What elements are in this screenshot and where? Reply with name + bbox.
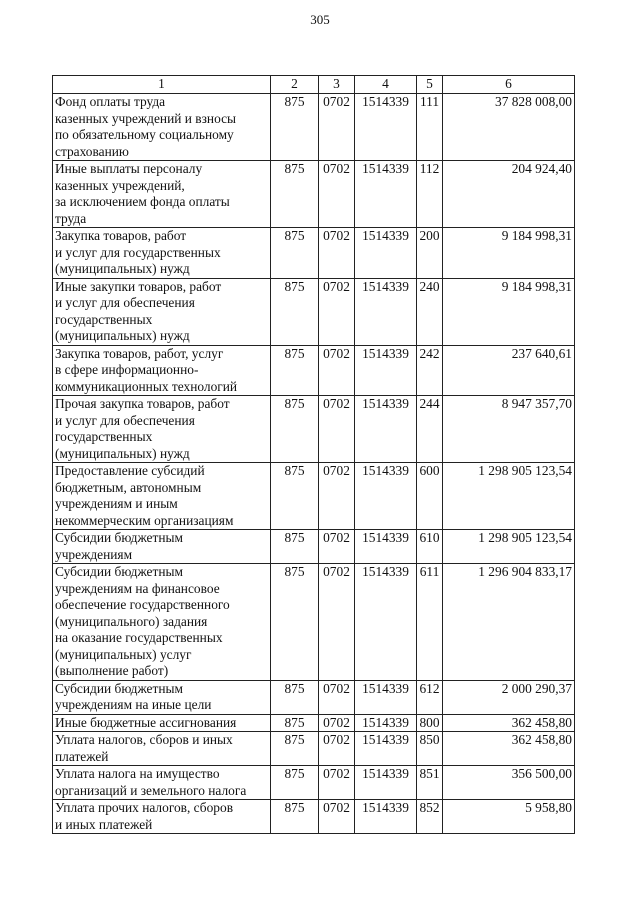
expense-name-line: (муниципальных) услуг [55, 646, 192, 662]
expense-name-line: Предоставление субсидий [55, 463, 205, 478]
expense-name-line: некоммерческим организациям [55, 512, 234, 528]
amount: 1 296 904 833,17 [443, 564, 575, 681]
expense-name-line: в сфере информационно- [55, 362, 199, 377]
expense-name-line: Иные закупки товаров, работ [55, 278, 222, 294]
amount: 37 828 008,00 [443, 94, 575, 161]
grbs-code: 875 [271, 732, 319, 766]
table-row [53, 766, 575, 800]
expense-name-line: платежей [55, 748, 109, 764]
expense-type-code: 244 [417, 396, 443, 463]
expense-name-line: государственных [55, 311, 153, 327]
expense-name-line: учреждениям на иные цели [55, 697, 212, 712]
column-header: 4 [355, 76, 417, 94]
expense-name-line: казенных учреждений и взносы [55, 110, 237, 126]
table-row [53, 94, 575, 161]
expense-name-line: и услуг для государственных [55, 244, 221, 260]
expense-name-line: (муниципального) задания [55, 613, 208, 629]
target-article-code: 1514339 [355, 800, 417, 834]
target-article-code: 1514339 [355, 161, 417, 228]
expense-type-code: 600 [417, 463, 443, 530]
grbs-code: 875 [271, 228, 319, 279]
section-code: 0702 [319, 800, 355, 834]
section-code: 0702 [319, 94, 355, 161]
expense-type-code: 611 [417, 564, 443, 681]
expense-name-line: казенных учреждений, [55, 177, 185, 193]
expense-name [53, 714, 271, 732]
grbs-code: 875 [271, 564, 319, 681]
expense-name-line: и услуг для обеспечения [55, 412, 195, 428]
expense-name-line: Иные выплаты персоналу [55, 161, 203, 176]
expense-name-line: страхованию [55, 143, 129, 159]
target-article-code: 1514339 [355, 278, 417, 345]
amount: 1 298 905 123,54 [443, 530, 575, 564]
table-row [53, 800, 575, 834]
expense-type-code: 610 [417, 530, 443, 564]
expense-name-line: и услуг для обеспечения [55, 295, 195, 310]
amount: 2 000 290,37 [443, 680, 575, 714]
expense-name [53, 396, 271, 463]
expense-name [53, 732, 271, 766]
grbs-code: 875 [271, 94, 319, 161]
expense-name-line: Уплата прочих налогов, сборов [55, 800, 234, 815]
section-code: 0702 [319, 396, 355, 463]
expense-type-code: 111 [417, 94, 443, 161]
expense-name-line: и иных платежей [55, 816, 153, 832]
grbs-code: 875 [271, 680, 319, 714]
target-article-code: 1514339 [355, 680, 417, 714]
table-row [53, 396, 575, 463]
section-code: 0702 [319, 463, 355, 530]
expense-name-line: (муниципальных) нужд [55, 261, 190, 276]
expense-name [53, 766, 271, 800]
expense-name-line: Закупка товаров, работ [55, 228, 187, 243]
table-row [53, 161, 575, 228]
expense-name-line: Иные бюджетные ассигнования [55, 714, 237, 730]
expense-name-line: учреждениям [55, 546, 133, 562]
target-article-code: 1514339 [355, 463, 417, 530]
expense-name-line: государственных [55, 429, 153, 444]
expense-type-code: 612 [417, 680, 443, 714]
target-article-code: 1514339 [355, 732, 417, 766]
expense-name [53, 94, 271, 161]
expense-type-code: 240 [417, 278, 443, 345]
grbs-code: 875 [271, 530, 319, 564]
expense-type-code: 851 [417, 766, 443, 800]
amount: 1 298 905 123,54 [443, 463, 575, 530]
expense-name-line: Уплата налога на имущество [55, 766, 220, 781]
section-code: 0702 [319, 732, 355, 766]
expense-type-code: 850 [417, 732, 443, 766]
amount: 356 500,00 [443, 766, 575, 800]
target-article-code: 1514339 [355, 766, 417, 800]
expense-name-line: обеспечение государственного [55, 597, 230, 612]
column-header: 1 [53, 76, 271, 94]
expense-name-line: Прочая закупка товаров, работ [55, 396, 230, 411]
amount: 5 958,80 [443, 800, 575, 834]
table-row [53, 345, 575, 396]
amount: 362 458,80 [443, 732, 575, 766]
expense-name-line: бюджетным, автономным [55, 479, 202, 495]
expense-name-line: Фонд оплаты труда [55, 94, 166, 109]
target-article-code: 1514339 [355, 94, 417, 161]
expense-name-line: Субсидии бюджетным [55, 530, 183, 545]
table-row [53, 228, 575, 279]
column-header: 2 [271, 76, 319, 94]
expense-name [53, 530, 271, 564]
expense-name [53, 680, 271, 714]
expense-name-line: учреждениям и иным [55, 496, 178, 511]
expense-name-line: коммуникационных технологий [55, 378, 238, 394]
amount: 9 184 998,31 [443, 278, 575, 345]
section-code: 0702 [319, 161, 355, 228]
target-article-code: 1514339 [355, 564, 417, 681]
expense-name [53, 463, 271, 530]
table-row [53, 463, 575, 530]
table-row [53, 278, 575, 345]
expense-name-line: (выполнение работ) [55, 663, 169, 678]
expense-name-line: Уплата налогов, сборов и иных [55, 732, 233, 747]
grbs-code: 875 [271, 278, 319, 345]
expense-name [53, 800, 271, 834]
page-number: 305 [310, 12, 330, 27]
table-row [53, 530, 575, 564]
grbs-code: 875 [271, 463, 319, 530]
section-code: 0702 [319, 564, 355, 681]
table-row [53, 714, 575, 732]
grbs-code: 875 [271, 766, 319, 800]
expense-name-line: труда [55, 210, 87, 226]
column-header: 6 [443, 76, 575, 94]
expense-type-code: 242 [417, 345, 443, 396]
target-article-code: 1514339 [355, 530, 417, 564]
expense-name [53, 161, 271, 228]
target-article-code: 1514339 [355, 396, 417, 463]
expense-name-line: Закупка товаров, работ, услуг [55, 345, 224, 361]
expense-name-line: за исключением фонда оплаты [55, 194, 230, 209]
section-code: 0702 [319, 278, 355, 345]
section-code: 0702 [319, 714, 355, 732]
expense-name [53, 278, 271, 345]
section-code: 0702 [319, 766, 355, 800]
amount: 237 640,61 [443, 345, 575, 396]
table-row [53, 732, 575, 766]
table-row [53, 564, 575, 681]
expense-type-code: 200 [417, 228, 443, 279]
amount: 9 184 998,31 [443, 228, 575, 279]
target-article-code: 1514339 [355, 228, 417, 279]
column-header: 5 [417, 76, 443, 94]
section-code: 0702 [319, 680, 355, 714]
grbs-code: 875 [271, 714, 319, 732]
expense-name-line: по обязательному социальному [55, 127, 234, 142]
grbs-code: 875 [271, 800, 319, 834]
expense-type-code: 112 [417, 161, 443, 228]
expense-name [53, 564, 271, 681]
section-code: 0702 [319, 345, 355, 396]
expense-name [53, 228, 271, 279]
grbs-code: 875 [271, 345, 319, 396]
budget-table [52, 75, 575, 834]
expense-name-line: (муниципальных) нужд [55, 445, 190, 461]
amount: 8 947 357,70 [443, 396, 575, 463]
expense-type-code: 852 [417, 800, 443, 834]
expense-name-line: организаций и земельного налога [55, 782, 247, 798]
expense-name [53, 345, 271, 396]
expense-name-line: Субсидии бюджетным [55, 680, 183, 696]
grbs-code: 875 [271, 396, 319, 463]
table-row [53, 680, 575, 714]
expense-name-line: учреждениям на финансовое [55, 580, 220, 596]
expense-type-code: 800 [417, 714, 443, 732]
target-article-code: 1514339 [355, 714, 417, 732]
grbs-code: 875 [271, 161, 319, 228]
amount: 362 458,80 [443, 714, 575, 732]
column-header: 3 [319, 76, 355, 94]
table-body [53, 94, 575, 834]
target-article-code: 1514339 [355, 345, 417, 396]
expense-name-line: (муниципальных) нужд [55, 328, 190, 343]
expense-name-line: на оказание государственных [55, 630, 223, 645]
amount: 204 924,40 [443, 161, 575, 228]
section-code: 0702 [319, 228, 355, 279]
table-header-row [53, 76, 575, 94]
expense-name-line: Субсидии бюджетным [55, 564, 183, 579]
section-code: 0702 [319, 530, 355, 564]
